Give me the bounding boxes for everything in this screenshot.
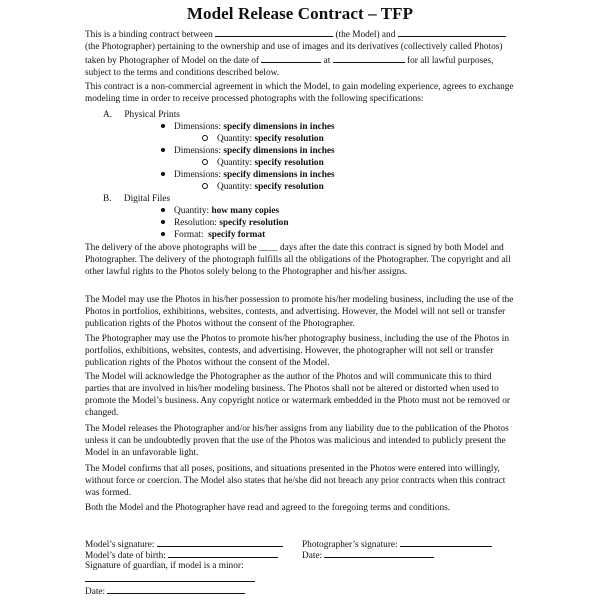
model-signature-row: Model’s signature: bbox=[85, 537, 283, 551]
bullet-icon bbox=[161, 124, 165, 128]
bullet-icon bbox=[161, 148, 165, 152]
guardian-signature-row: Signature of guardian, if model is a minor: bbox=[85, 560, 255, 586]
date-blank[interactable] bbox=[261, 53, 321, 63]
section-a-heading bbox=[103, 109, 180, 121]
agreement-paragraph: This contract is a non-commercial agreement in which the Model, to gain modeling experience, agrees to exchange modeling time in order to receive processed photographs with the following specifications: bbox=[85, 82, 514, 105]
intro-text-1: This is a binding contract between bbox=[85, 30, 213, 40]
section-a-label: Physical Prints bbox=[124, 110, 180, 120]
model-usage-paragraph: The Model may use the Photos in his/her possession to promote his/her modeling business, including the use of the Photos in portfolios, exhibitions, websites, contests, and advertising. However, the Model will not sell or transfer publication rights of the Photos without the consent of the Photographer. bbox=[85, 295, 514, 330]
photographer-signature-line[interactable] bbox=[400, 537, 492, 547]
intro-text-3: (the Photographer) pertaining to the ownership and use of images and its derivatives (collectively called Photos) taken by Photographer of Model on the date of bbox=[85, 42, 503, 67]
circle-bullet-icon bbox=[202, 159, 208, 165]
guardian-date-line[interactable] bbox=[107, 584, 245, 594]
consent-paragraph: The Model confirms that all poses, positions, and situations presented in the Photos were entered into willingly, without force or coercion. The Model also states that he/she did not breach any prior contracts when this contract was formed. bbox=[85, 464, 506, 499]
digital-format: Format: specify format bbox=[161, 229, 265, 241]
section-b-marker: B. bbox=[103, 194, 112, 204]
model-dob-row: Model’s date of birth: bbox=[85, 548, 278, 562]
print-2-dimensions: Dimensions: specify dimensions in inches bbox=[161, 145, 335, 157]
delivery-paragraph: The delivery of the above photographs will be ____ days after the date this contract is signed by both Model and Photographer. The delivery of the photograph fulfills all the obligations of the Photographer. The copyright and all other lawful rights to the Photos solely belong to the Photographer and his/her assigns. bbox=[85, 243, 511, 278]
model-name-blank[interactable] bbox=[215, 27, 333, 37]
print-3-dimensions: Dimensions: specify dimensions in inches bbox=[161, 169, 335, 181]
delivery-days-blank[interactable]: ____ bbox=[259, 243, 278, 253]
section-b-heading bbox=[103, 193, 170, 205]
print-3-quantity: Quantity: specify resolution bbox=[202, 181, 324, 193]
circle-bullet-icon bbox=[202, 183, 208, 189]
photographer-signature-row: Photographer’s signature: bbox=[302, 537, 492, 551]
photographer-usage-paragraph: The Photographer may use the Photos to promote his/her photography business, including the use of the Photos in portfolios, exhibitions, websites, contests, and advertising. However, the photographer will not sell or transfer publication rights of the Photos without the consent of the Model. bbox=[85, 334, 509, 369]
liability-paragraph: The Model releases the Photographer and/or his/her assigns from any liability due to the publication of the Photos unless it can be undoubtedly proven that the use of the Photos was malicious and intended to publicly present the Model in an unfavorable light. bbox=[85, 424, 509, 459]
bullet-icon bbox=[161, 232, 165, 236]
section-a-marker: A. bbox=[103, 110, 113, 120]
agreement-confirmation: Both the Model and the Photographer have read and agreed to the foregoing terms and conditions. bbox=[85, 503, 451, 513]
bullet-icon bbox=[161, 172, 165, 176]
intro-text-2: (the Model) and bbox=[335, 30, 396, 40]
photographer-date-line[interactable] bbox=[324, 548, 434, 558]
digital-resolution: Resolution: specify resolution bbox=[161, 217, 289, 229]
print-1-quantity: Quantity: specify resolution bbox=[202, 133, 324, 145]
location-blank[interactable] bbox=[333, 53, 405, 63]
digital-quantity: Quantity: how many copies bbox=[161, 205, 279, 217]
photographer-date-row: Date: bbox=[302, 548, 434, 562]
section-b-label: Digital Files bbox=[123, 194, 171, 204]
bullet-icon bbox=[161, 208, 165, 212]
print-2-quantity: Quantity: specify resolution bbox=[202, 157, 324, 169]
circle-bullet-icon bbox=[202, 135, 208, 141]
intro-text-4: at bbox=[323, 56, 331, 67]
intro-text-5: for all lawful purposes, subject to the terms and conditions described below. bbox=[85, 56, 494, 79]
model-signature-line[interactable] bbox=[157, 537, 283, 547]
document-title: Model Release Contract – TFP bbox=[186, 4, 414, 23]
guardian-signature-line[interactable] bbox=[85, 572, 255, 582]
bullet-icon bbox=[161, 220, 165, 224]
guardian-date-row: Date: bbox=[85, 584, 245, 598]
model-dob-line[interactable] bbox=[168, 548, 278, 558]
print-1-dimensions: Dimensions: specify dimensions in inches bbox=[161, 121, 335, 133]
intro-paragraph bbox=[85, 27, 515, 79]
acknowledgement-paragraph: The Model will acknowledge the Photographer as the author of the Photos and will communicate this to third parties that are involved in his/her modeling business. The Photos shall not be altered or distorted when used to promote the Model’s business. Any copyright notice or watermark embedded in the Photo must not be removed or changed. bbox=[85, 372, 510, 419]
photographer-name-blank[interactable] bbox=[398, 27, 506, 37]
